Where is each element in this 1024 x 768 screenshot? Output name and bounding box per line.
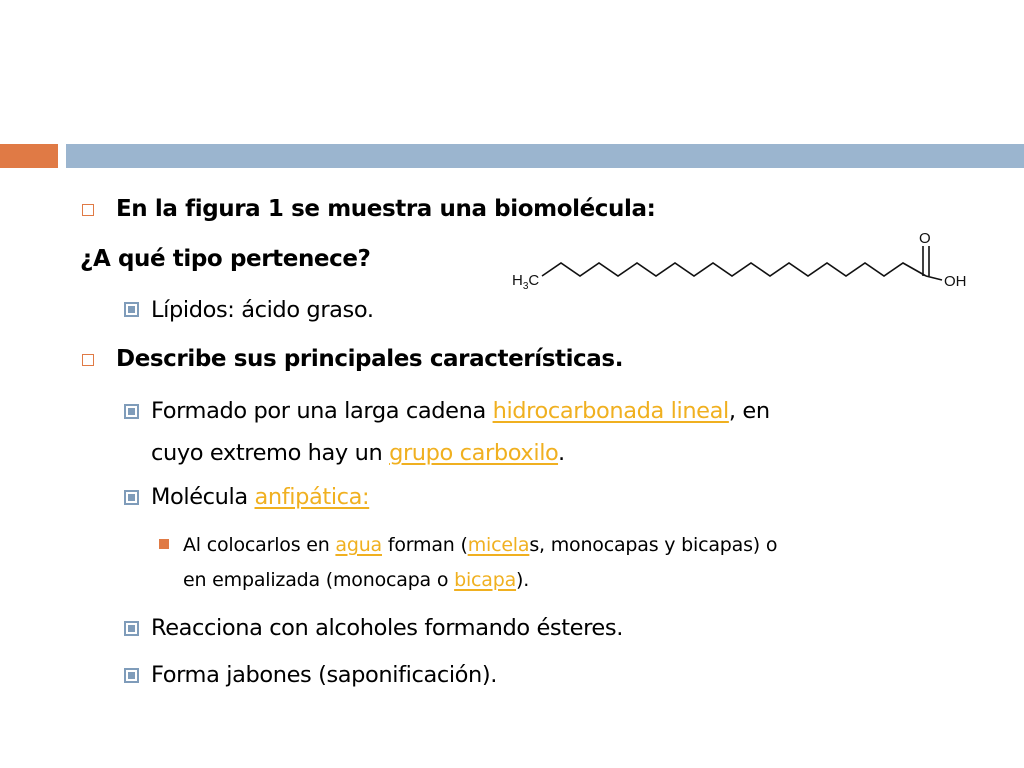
question-1-subtitle: ¿A qué tipo pertenece? — [80, 246, 371, 272]
bullet-molecula-text: Molécula — [151, 484, 255, 510]
header-accent-bar — [0, 144, 58, 168]
link-agua[interactable]: agua — [335, 534, 382, 556]
bullet-formado-line1 — [151, 397, 770, 425]
sub-bullet-text: Al colocarlos en — [183, 534, 336, 556]
link-grupo-carboxilo[interactable]: grupo carboxilo — [389, 440, 559, 466]
hollow-square-bullet-icon — [82, 204, 94, 216]
square-bullet-icon — [124, 490, 139, 505]
sub-bullet-text: s, monocapas y bicapas) o — [529, 534, 778, 556]
link-bicapa[interactable]: bicapa — [454, 569, 517, 591]
bullet-jabones: Forma jabones (saponificación). — [151, 662, 498, 688]
bullet-formado-text: , en — [728, 398, 770, 424]
hydroxyl-bond — [926, 276, 942, 280]
link-anfipatica[interactable]: anfipática: — [254, 484, 370, 510]
sub-bullet-line1 — [183, 532, 777, 558]
square-bullet-icon — [124, 404, 139, 419]
square-bullet-icon — [124, 302, 139, 317]
bullet-formado-text: cuyo extremo hay un — [151, 440, 390, 466]
answer-lipids: Lípidos: ácido graso. — [151, 297, 374, 323]
link-micela[interactable]: micela — [467, 534, 530, 556]
header-band — [66, 144, 1024, 168]
sub-bullet-text: forman ( — [382, 534, 468, 556]
fatty-acid-structure — [508, 228, 980, 294]
question-1: En la figura 1 se muestra una biomolécula: — [116, 196, 656, 222]
sub-bullet-text: ). — [516, 569, 530, 591]
sub-bullet-line2 — [183, 567, 529, 593]
bullet-formado-text: Formado por una larga cadena — [151, 398, 493, 424]
hydroxyl-label: OH — [944, 273, 967, 290]
bullet-formado-line2 — [151, 439, 565, 467]
bullet-formado-text: . — [558, 440, 565, 466]
oxygen-label: O — [919, 230, 931, 247]
square-bullet-icon — [124, 621, 139, 636]
bullet-reacciona: Reacciona con alcoholes formando ésteres. — [151, 615, 623, 641]
filled-square-bullet-icon — [159, 539, 169, 549]
hollow-square-bullet-icon — [82, 354, 94, 366]
square-bullet-icon — [124, 668, 139, 683]
link-hidrocarbonada-lineal[interactable]: hidrocarbonada lineal — [492, 398, 729, 424]
methyl-label: $H_3C$ — [512, 272, 540, 292]
hydrocarbon-chain — [542, 263, 926, 276]
bullet-molecula — [151, 483, 369, 511]
question-2: Describe sus principales características. — [116, 346, 624, 372]
sub-bullet-text: en empalizada (monocapa o — [183, 569, 455, 591]
